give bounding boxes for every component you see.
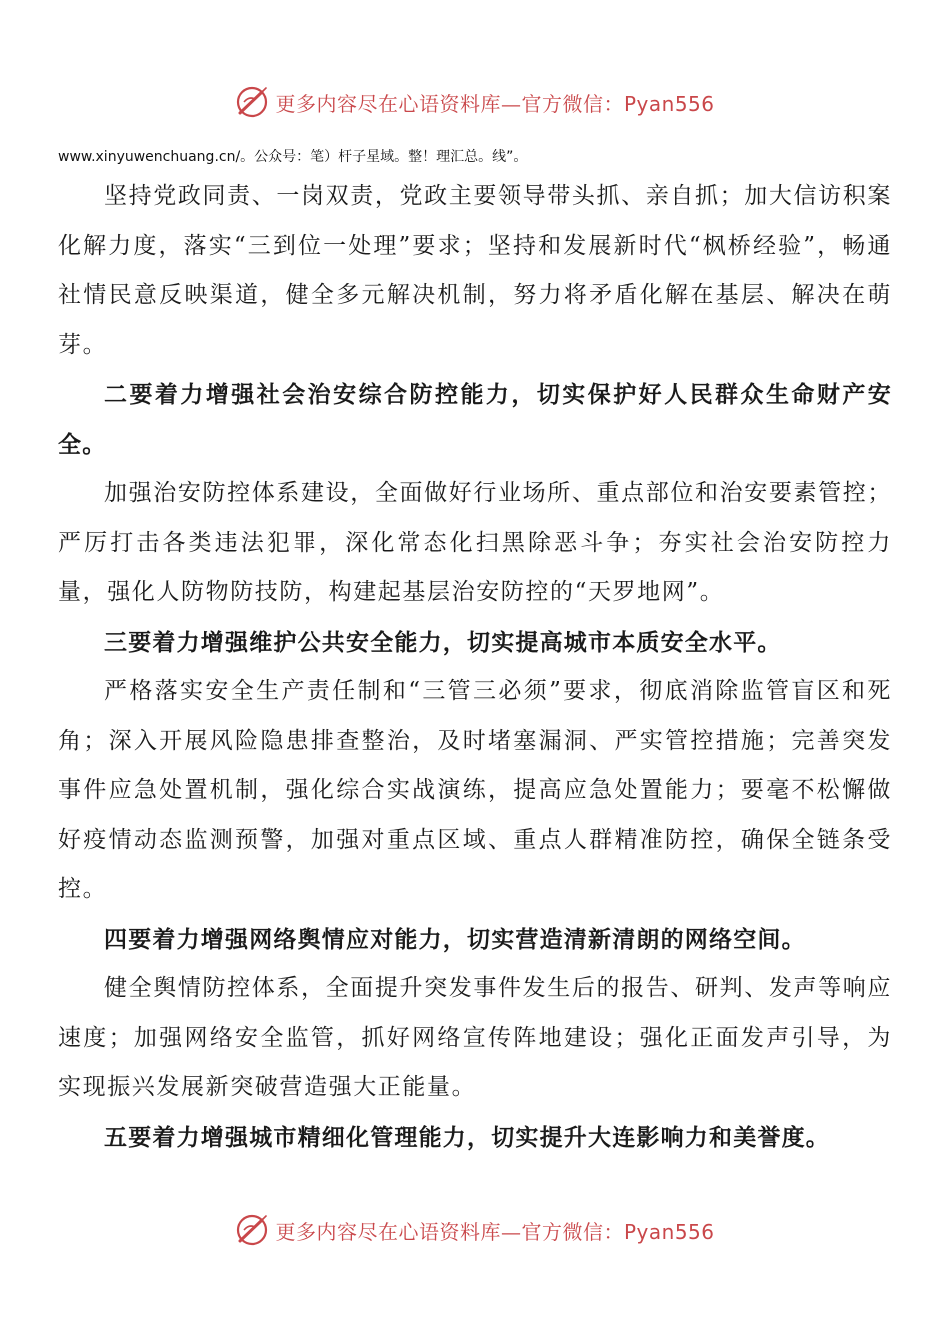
section-heading: 三要着力增强维护公共安全能力，切实提高城市本质安全水平。 xyxy=(104,628,782,656)
header-banner-account: Pyan556 xyxy=(623,91,715,116)
section-heading: 四要着力增强网络舆情应对能力，切实营造清新清朗的网络空间。 xyxy=(104,925,806,953)
section-heading: 二要着力增强社会治安综合防控能力，切实保护好人民群众生命财产安全。 xyxy=(58,381,892,458)
document-body xyxy=(58,172,892,1162)
paragraph-body: 健全舆情防控体系，全面提升突发事件发生后的报告、研判、发声等响应速度；加强网络安全监管，抓好网络宣传阵地建设；强化正面发声引导，为实现振兴发展新突破营造强大正能量。 xyxy=(58,975,892,1100)
header-banner xyxy=(0,82,950,122)
paragraph-body: 严格落实安全生产责任制和“三管三必须”要求，彻底消除监管盲区和死角；深入开展风险隐患排查整治，及时堵塞漏洞、严实管控措施；完善突发事件应急处置机制，强化综合实战演练，提高应急处置能力；要毫不松懈做好疫情动态监测预警，加强对重点区域、重点人群精准防控，确保全链条受控。 xyxy=(58,678,892,902)
footer-banner xyxy=(0,1210,950,1250)
pen-logo-icon xyxy=(235,85,269,119)
header-banner-text xyxy=(275,88,714,117)
section-heading: 五要着力增强城市精细化管理能力，切实提升大连影响力和美誉度。 xyxy=(104,1123,830,1151)
footer-banner-text xyxy=(275,1216,714,1245)
paragraph-body: 加强治安防控体系建设，全面做好行业场所、重点部位和治安要素管控；严厉打击各类违法犯罪，深化常态化扫黑除恶斗争；夯实社会治安防控力量，强化人防物防技防，构建起基层治安防控的“天罗地网”。 xyxy=(58,480,892,605)
pen-logo-icon xyxy=(235,1213,269,1247)
footer-banner-account: Pyan556 xyxy=(623,1219,715,1244)
source-line: www.xinyuwenchuang.cn/。公众号：笔）杆子星域。整！理汇总。线”。 xyxy=(58,149,528,165)
footer-banner-label: 更多内容尽在心语资料库—官方微信： xyxy=(275,1219,624,1244)
paragraph-body: 坚持党政同责、一岗双责，党政主要领导带头抓、亲自抓；加大信访积案化解力度，落实“三到位一处理”要求；坚持和发展新时代“枫桥经验”，畅通社情民意反映渠道，健全多元解决机制，努力将矛盾化解在基层、解决在萌芽。 xyxy=(58,183,892,358)
header-banner-label: 更多内容尽在心语资料库—官方微信： xyxy=(275,91,624,116)
